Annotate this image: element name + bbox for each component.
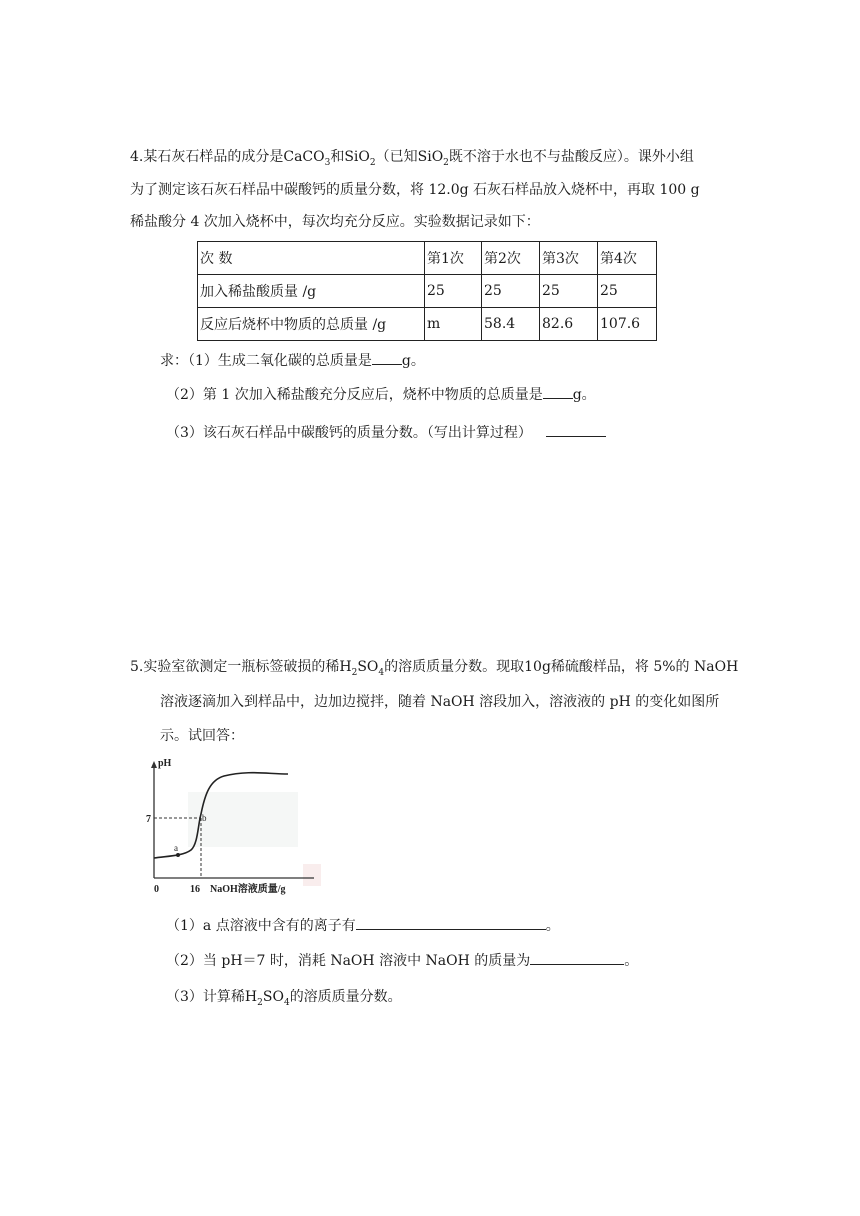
table-cell: 25 [540, 275, 598, 308]
table-header-cell: 第1次 [425, 242, 482, 275]
table-header-cell: 第3次 [540, 242, 598, 275]
answer-blank [546, 422, 606, 437]
q5-line-1: 5.实验室欲测定一瓶标签破损的稀$H_2SO_4$的溶质质量分数。现取10g稀硫酸样品，将 5%的 NaOH [130, 659, 739, 678]
q5-number: 5. [130, 659, 144, 675]
q5-subquestion-1: （1）a 点溶液中含有的离子有 。 [166, 915, 560, 936]
formula-h2so4: $H_2SO_4$ [244, 989, 290, 1008]
table-header-row [198, 242, 657, 275]
data-table [197, 241, 657, 341]
answer-blank [543, 384, 573, 399]
q4-line-3: 稀盐酸分 4 次加入烧杯中，每次均充分反应。实验数据记录如下： [130, 214, 540, 230]
table-cell: 82.6 [540, 308, 598, 341]
q5-subquestion-2: （2）当 pH＝7 时，消耗 NaOH 溶液中 NaOH 的质量为 。 [166, 950, 638, 971]
q4-subquestion-2: （2）第 1 次加入稀盐酸充分反应后，烧杯中物质的总质量是 g。 [166, 384, 596, 405]
q4-line-2: 为了测定该石灰石样品中碳酸钙的质量分数，将 12.0g 石灰石样品放入烧杯中，再取 100 g [130, 182, 700, 198]
origin-label: 0 [154, 884, 159, 895]
q5-line-3: 示。试回答： [160, 728, 244, 744]
table-cell: 加入稀盐酸质量 /g [198, 275, 425, 308]
x-tick-16: 16 [190, 884, 200, 895]
y-tick-7: 7 [146, 814, 151, 825]
q4-subquestion-1: 求：（1）生成二氧化碳的总质量是 g。 [160, 350, 425, 371]
answer-blank [356, 915, 546, 930]
answer-blank [372, 350, 402, 365]
table-cell: 25 [482, 275, 540, 308]
formula-sio2: SiO$_2$ [417, 149, 449, 168]
table-cell: 25 [425, 275, 482, 308]
table-cell: 反应后烧杯中物质的总质量 /g [198, 308, 425, 341]
table-cell: 25 [598, 275, 657, 308]
y-axis-arrow [151, 761, 157, 768]
table-header-cell: 次 数 [198, 242, 425, 275]
q4-subquestion-3: （3）该石灰石样品中碳酸钙的质量分数。（写出计算过程） [166, 422, 606, 443]
formula-caco3: CaCO$_3$ [283, 149, 331, 168]
ph-curve-graph [128, 752, 323, 898]
q4-number: 4. [130, 149, 144, 165]
point-a-label: a [174, 843, 178, 853]
point-a [176, 853, 180, 857]
table-row [198, 308, 657, 341]
table-header-cell: 第4次 [598, 242, 657, 275]
x-axis-label: NaOH溶液质量/g [210, 884, 286, 895]
y-axis-label: pH [158, 758, 172, 769]
q4-line-1: 4.某石灰石样品的成分是CaCO$_3$和SiO$_2$（已知SiO$_2$既不溶于水也不与盐酸反应）。课外小组 [130, 149, 694, 168]
q5-subquestion-3: （3）计算稀$H_2SO_4$的溶质质量分数。 [166, 989, 402, 1008]
formula-h2so4: $H_2SO_4$ [339, 659, 385, 678]
formula-sio2: SiO$_2$ [344, 149, 376, 168]
table-cell: 58.4 [482, 308, 540, 341]
point-b-label: b [202, 813, 207, 823]
table-row [198, 275, 657, 308]
table-cell: 107.6 [598, 308, 657, 341]
table-cell: m [425, 308, 482, 341]
q5-line-2: 溶液逐滴加入到样品中，边加边搅拌，随着 NaOH 溶段加入，溶液液的 pH 的变化如图所 [160, 694, 720, 710]
answer-blank [530, 950, 624, 965]
q4-text: 某石灰石样品的成分是 [143, 149, 284, 165]
table-header-cell: 第2次 [482, 242, 540, 275]
